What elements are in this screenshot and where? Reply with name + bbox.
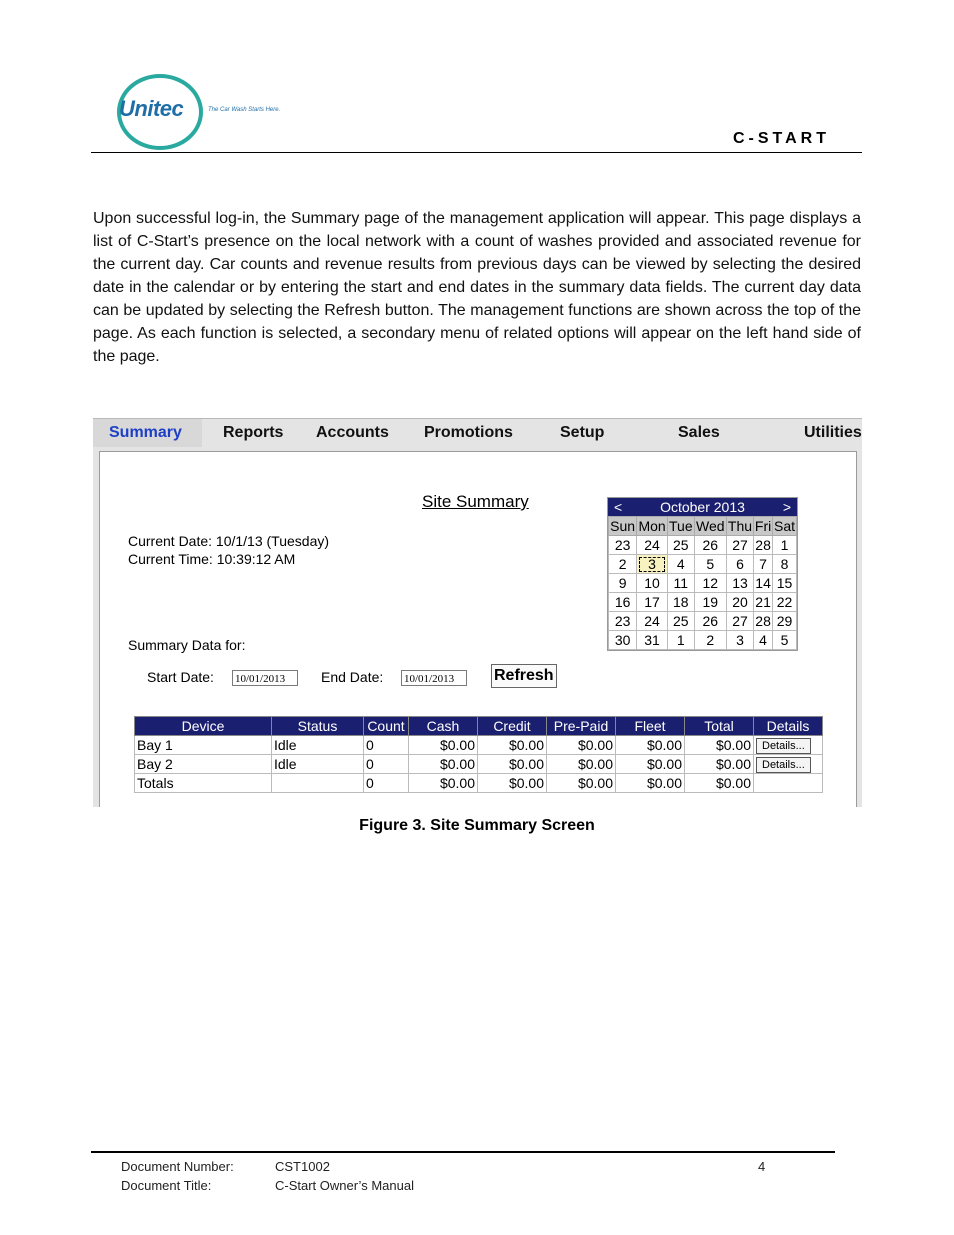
calendar-week (609, 536, 797, 555)
page-number: 4 (758, 1159, 766, 1174)
col-total: Total (685, 717, 754, 736)
cell-count: 0 (364, 736, 409, 755)
calendar-day-highlighted[interactable]: 3 (637, 555, 668, 574)
cell-fleet: $0.00 (616, 736, 685, 755)
calendar-week (609, 555, 797, 574)
menu-utilities[interactable]: Utilities (804, 424, 862, 441)
cell-credit: $0.00 (478, 755, 547, 774)
cell-device: Totals (135, 774, 272, 793)
cell-fleet: $0.00 (616, 755, 685, 774)
cell-count: 0 (364, 755, 409, 774)
unitec-logo (117, 74, 317, 150)
menu-setup[interactable]: Setup (560, 424, 605, 441)
calendar-next-month[interactable]: > (782, 499, 791, 515)
figure-caption: Figure 3. Site Summary Screen (359, 817, 595, 834)
calendar-day[interactable]: 28 (755, 537, 771, 553)
calendar-day[interactable]: 4 (754, 631, 773, 650)
cell-credit: $0.00 (478, 774, 547, 793)
cell-cash: $0.00 (409, 736, 478, 755)
calendar-day[interactable]: 26 (694, 612, 726, 631)
refresh-button[interactable]: Refresh (491, 664, 557, 688)
summary-table (134, 716, 823, 793)
end-date-label: End Date: (321, 669, 384, 685)
calendar-day[interactable]: 15 (773, 574, 797, 593)
start-date-label: Start Date: (147, 669, 214, 685)
calendar-day[interactable]: 24 (637, 536, 668, 555)
doc-number-label: Document Number: (121, 1159, 234, 1174)
top-menu (93, 419, 862, 447)
doc-title-value: C-Start Owner’s Manual (275, 1178, 414, 1193)
cell-prepaid: $0.00 (547, 736, 616, 755)
calendar-weekday: Wed (695, 518, 725, 534)
calendar-day[interactable]: 2 (609, 555, 637, 574)
table-row (135, 736, 823, 755)
footer-divider (91, 1151, 835, 1153)
calendar-day[interactable]: 22 (773, 593, 797, 612)
menu-accounts[interactable]: Accounts (316, 424, 389, 441)
calendar-day[interactable]: 1 (667, 631, 694, 650)
cell-prepaid: $0.00 (547, 774, 616, 793)
calendar-day[interactable]: 27 (726, 612, 753, 631)
calendar-week (609, 574, 797, 593)
calendar-day[interactable]: 17 (637, 593, 668, 612)
col-status: Status (272, 717, 364, 736)
col-fleet: Fleet (616, 717, 685, 736)
calendar-day[interactable]: 23 (609, 612, 637, 631)
cell-total: $0.00 (685, 774, 754, 793)
calendar-day[interactable]: 19 (694, 593, 726, 612)
menu-summary[interactable]: Summary (93, 419, 202, 447)
calendar-day[interactable]: 13 (726, 574, 753, 593)
calendar-day[interactable]: 5 (694, 555, 726, 574)
summary-data-for-label: Summary Data for: (128, 637, 246, 653)
doc-title-label: Document Title: (121, 1178, 212, 1193)
header-divider (91, 152, 862, 153)
calendar-day[interactable]: 12 (694, 574, 726, 593)
cell-cash: $0.00 (409, 774, 478, 793)
calendar-day[interactable]: 31 (637, 631, 668, 650)
current-date: Current Date: 10/1/13 (Tuesday) (128, 533, 330, 549)
calendar-day[interactable]: 4 (667, 555, 694, 574)
calendar-grid (608, 516, 797, 650)
calendar-weekday: Thu (727, 518, 753, 534)
calendar-weekday: Sat (773, 518, 795, 534)
cell-details (754, 736, 823, 755)
document-code: C-START (732, 130, 830, 147)
cell-cash: $0.00 (409, 755, 478, 774)
col-count: Count (364, 717, 409, 736)
calendar-month-title: October 2013 (660, 499, 745, 515)
calendar-day[interactable]: 21 (755, 594, 771, 610)
calendar-day[interactable]: 8 (773, 555, 797, 574)
calendar-weekday: Tue (669, 518, 693, 534)
calendar-week (609, 612, 797, 631)
summary-panel (99, 451, 857, 807)
calendar-header (608, 498, 797, 516)
calendar-day[interactable]: 26 (694, 536, 726, 555)
col-device: Device (135, 717, 272, 736)
calendar-prev-month[interactable]: < (614, 499, 623, 515)
table-row (135, 755, 823, 774)
doc-number-value: CST1002 (275, 1159, 330, 1174)
date-calendar (607, 497, 798, 651)
col-details: Details (754, 717, 823, 736)
calendar-day[interactable]: 3 (726, 631, 753, 650)
cell-status: Idle (272, 736, 364, 755)
cell-total: $0.00 (685, 736, 754, 755)
cell-count: 0 (364, 774, 409, 793)
calendar-week (609, 593, 797, 612)
calendar-day[interactable]: 6 (726, 555, 753, 574)
logo-tagline: The Car Wash Starts Here. (208, 107, 281, 113)
cell-status (272, 774, 364, 793)
cell-details (754, 755, 823, 774)
table-totals-row (135, 774, 823, 793)
current-time: Current Time: 10:39:12 AM (128, 551, 296, 567)
site-summary-screenshot (93, 418, 862, 807)
calendar-weekday: Fri (754, 518, 772, 534)
col-credit: Credit (478, 717, 547, 736)
cell-device: Bay 2 (135, 755, 272, 774)
col-prepaid: Pre-Paid (547, 717, 616, 736)
calendar-day[interactable]: 30 (609, 631, 637, 650)
intro-paragraph: Upon successful log-in, the Summary page of the management application will appear. This page displays a list of C-Start’s presence on the local network with a count of washes provided and associated revenue for the current day. Car counts and revenue results from previous days can be viewed by selecting the desired date in the calendar or by entering the start and end dates in the summary data fields. The current day data can be updated by selecting the Refresh button. The management functions are shown across the top of the page. As each function is selected, a secondary menu of related options will appear on the left hand side of the page. (93, 210, 861, 365)
menu-promotions[interactable]: Promotions (424, 424, 513, 441)
calendar-day[interactable]: 29 (773, 612, 797, 631)
cell-details (754, 774, 823, 793)
menu-sales[interactable]: Sales (678, 424, 720, 441)
cell-credit: $0.00 (478, 736, 547, 755)
start-date-input[interactable]: 10/01/2013 (232, 670, 298, 686)
calendar-week (609, 631, 797, 650)
calendar-day[interactable]: 16 (609, 593, 637, 612)
end-date-input[interactable]: 10/01/2013 (401, 670, 467, 686)
details-button[interactable]: Details... (756, 738, 811, 754)
calendar-day[interactable]: 18 (667, 593, 694, 612)
calendar-day[interactable]: 14 (755, 575, 771, 591)
calendar-weekday: Mon (638, 518, 666, 534)
calendar-day[interactable]: 5 (773, 631, 797, 650)
cell-total: $0.00 (685, 755, 754, 774)
table-header-row (135, 717, 823, 736)
cell-status: Idle (272, 755, 364, 774)
calendar-day[interactable]: 24 (637, 612, 668, 631)
calendar-day[interactable]: 20 (726, 593, 753, 612)
calendar-day[interactable]: 2 (694, 631, 726, 650)
col-cash: Cash (409, 717, 478, 736)
calendar-day[interactable]: 25 (667, 612, 694, 631)
calendar-weekday-row (609, 517, 797, 536)
calendar-day[interactable]: 23 (609, 536, 637, 555)
calendar-day[interactable]: 10 (637, 574, 668, 593)
details-button[interactable]: Details... (756, 757, 811, 773)
site-summary-title: Site Summary (422, 492, 529, 511)
calendar-day[interactable]: 7 (754, 555, 773, 574)
calendar-day[interactable]: 1 (773, 536, 797, 555)
calendar-day[interactable]: 25 (667, 536, 694, 555)
logo-wordmark: Unitec (119, 96, 184, 121)
cell-device: Bay 1 (135, 736, 272, 755)
calendar-day[interactable]: 11 (667, 574, 694, 593)
calendar-day[interactable]: 28 (755, 613, 771, 629)
cell-fleet: $0.00 (616, 774, 685, 793)
cell-prepaid: $0.00 (547, 755, 616, 774)
menu-reports[interactable]: Reports (223, 424, 284, 441)
calendar-day[interactable]: 9 (609, 574, 637, 593)
calendar-weekday: Sun (610, 518, 636, 534)
calendar-day[interactable]: 27 (726, 536, 753, 555)
